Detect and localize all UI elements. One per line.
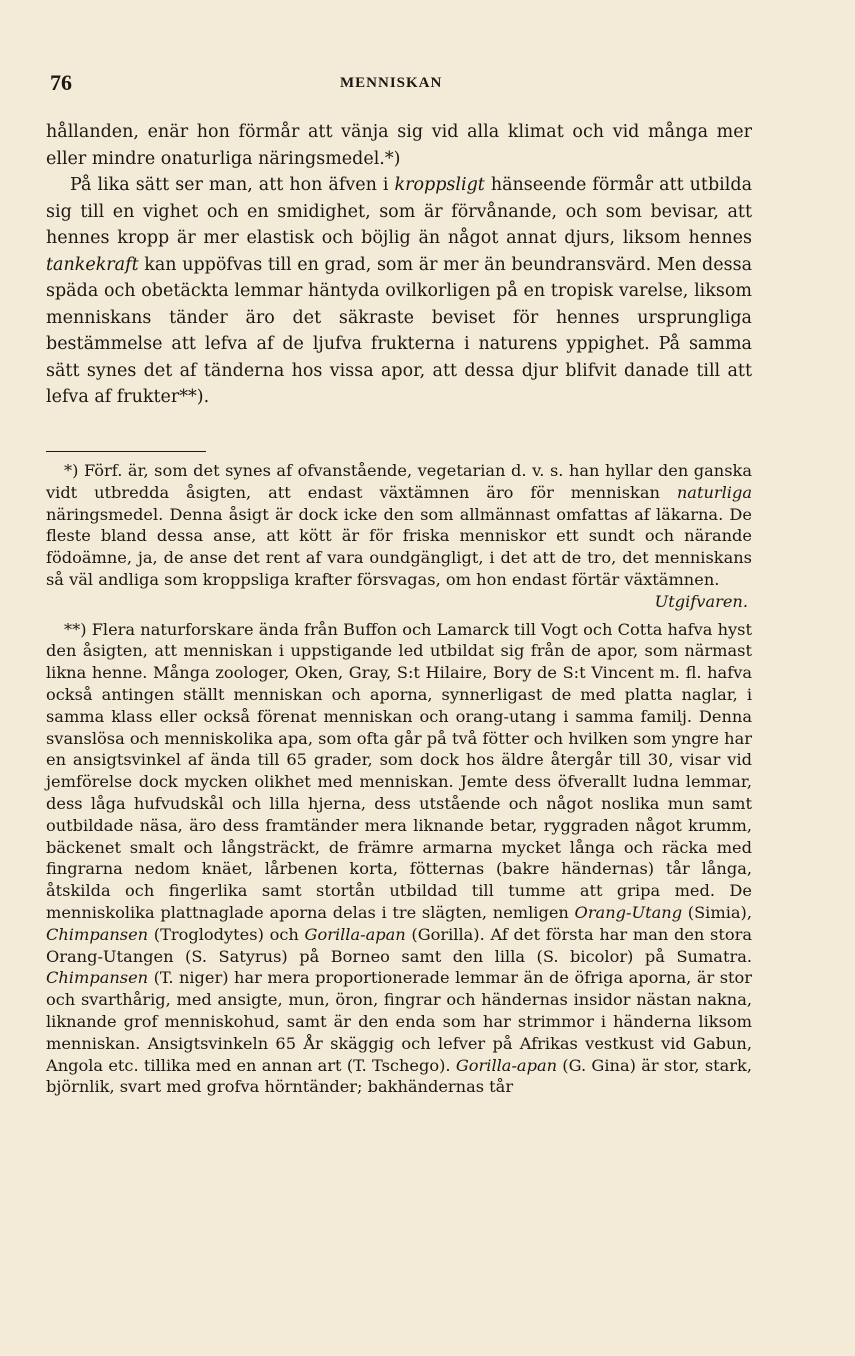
- footnote-2-italic-1: Orang-Utang: [574, 902, 683, 922]
- footnote-2-text-f: (G. Gina) är stor, stark, björnlik, svart med grofva hörntänder; bakhändernas tår: [46, 1055, 752, 1097]
- running-title: MENNISKAN: [340, 75, 443, 91]
- page-number: 76: [50, 70, 72, 95]
- footnote-1-signature: Utgifvaren.: [654, 591, 748, 611]
- footnotes: [46, 460, 752, 1098]
- paragraph-2-italic-2: tankekraft: [46, 254, 139, 275]
- footnote-2-text-e: (T. niger) har mera proportionerade lemmar än de öfriga aporna, är stor och svarthårig, med ansigte, mun, öron, fingrar och händernas insidor nästan nakna, liknande grof menniskohud, samt är den enda som har strimmor i händerna liksom menniskan. Ansigtsvinkeln 65 År skäggig och lefver på Afrikas vestkust vid Gabun, Angola etc. tillika med en annan art (T. Tschego).: [46, 968, 752, 1075]
- footnote-2-text-a: **) Flera naturforskare ända från Buffon och Lamarck till Vogt och Cotta hafva hyst den åsigten, att menniskan i uppstigande led utbildat sig från de apor, som närmast likna henne. Många zoologer, Oken, Gray, S:t Hilaire, Bory de S:t Vincent m. fl. hafva också antingen ställt menniskan och aporna, synnerligast de med platta naglar, i samma klass eller också förenat menniskan och orang-utang i samma familj. Denna svanslösa och menniskolika apa, som ofta går på två fötter och hvilken som yngre har en ansigtsvinkel af ända till 65 grader, som dock hos äldre återgår till 30, visar vid jemförelse dock mycken olikhet med menniskan. Jemte dess öfverallt ludna lemmar, dess låga hufvudskål och lilla hjerna, dess utstående och något noslika mun samt outbildade näsa, äro dess framtänder mera liknande betar, ryggraden något krumm, bäckenet smalt och långsträckt, de främre armarna mycket långa och räcka med fingrarna nedom knäet, lårbenen korta, fötternas (bakre händernas) tår långa, åtskilda och fingerlika samt stortån utbildad till tumme att gripa med. De menniskolika plattnaglade aporna delas i tre slägten, nemligen: [46, 619, 752, 922]
- footnote-2-italic-3: Gorilla-apan: [304, 924, 406, 944]
- main-text: [46, 119, 752, 411]
- paragraph-1: hållanden, enär hon förmår att vänja sig vid alla klimat och vid många mer eller mindre onaturliga näringsmedel.*): [46, 122, 752, 169]
- paragraph-2-text-a: På lika sätt ser man, att hon äfven i: [70, 175, 395, 195]
- footnote-rule: [46, 451, 206, 452]
- paragraph-2-text-b: hänseende förmår att utbilda sig till en vighet och en smidighet, som är förvånande, och som bevisar, att hennes kropp är mer elastisk och böjlig än något annat djurs, liksom hennes: [46, 175, 752, 248]
- footnote-1-text-a: *) Förf. är, som det synes af ofvanstående, vegetarian d. v. s. han hyllar den ganska vidt utbredda åsigten, att endast växtämnen äro för menniskan: [46, 461, 752, 502]
- paragraph-2: [46, 172, 752, 411]
- footnote-1-italic: naturliga: [676, 482, 752, 502]
- footnote-2-italic-5: Gorilla-apan: [455, 1055, 558, 1075]
- footnote-2: [46, 619, 752, 1099]
- footnote-2-italic-4: Chimpansen: [46, 968, 149, 988]
- footnote-1-text-b: näringsmedel. Denna åsigt är dock icke den som allmännast omfattas af läkarna. De fleste bland dessa anse, att kött är för friska menniskor ett sundt och närande födoämne, ja, de anse det rent af vara oundgängligt, i det att de tro, det menniskans så väl andliga som kroppsliga krafter försvagas, om hon endast förtär växtämnen.: [46, 504, 752, 589]
- footnote-2-text-d: (Gorilla). Af det första har man den stora Orang-Utangen (S. Satyrus) på Borneo samt den lilla (S. bicolor) på Sumatra.: [46, 924, 752, 966]
- paragraph-2-text-c: kan uppöfvas till en grad, som är mer än beundransvärd. Men dessa späda och obetäckta lemmar häntyda ovilkorligen på en tropisk varelse, liksom menniskans tänder äro det säkraste beviset för hennes ursprungliga bestämmelse att lefva af de ljufva frukterna i naturens yppighet. På samma sätt synes det af tänderna hos vissa apor, att dessa djur blifvit danade till att lefva af frukter**).: [46, 254, 752, 407]
- footnote-2-italic-2: Chimpansen: [46, 924, 149, 944]
- footnote-2-text-c: (Troglodytes) och: [148, 924, 305, 944]
- footnote-1: [46, 460, 752, 591]
- footnote-2-text-b: (Simia),: [682, 902, 752, 922]
- paragraph-2-italic-1: kroppsligt: [394, 175, 485, 195]
